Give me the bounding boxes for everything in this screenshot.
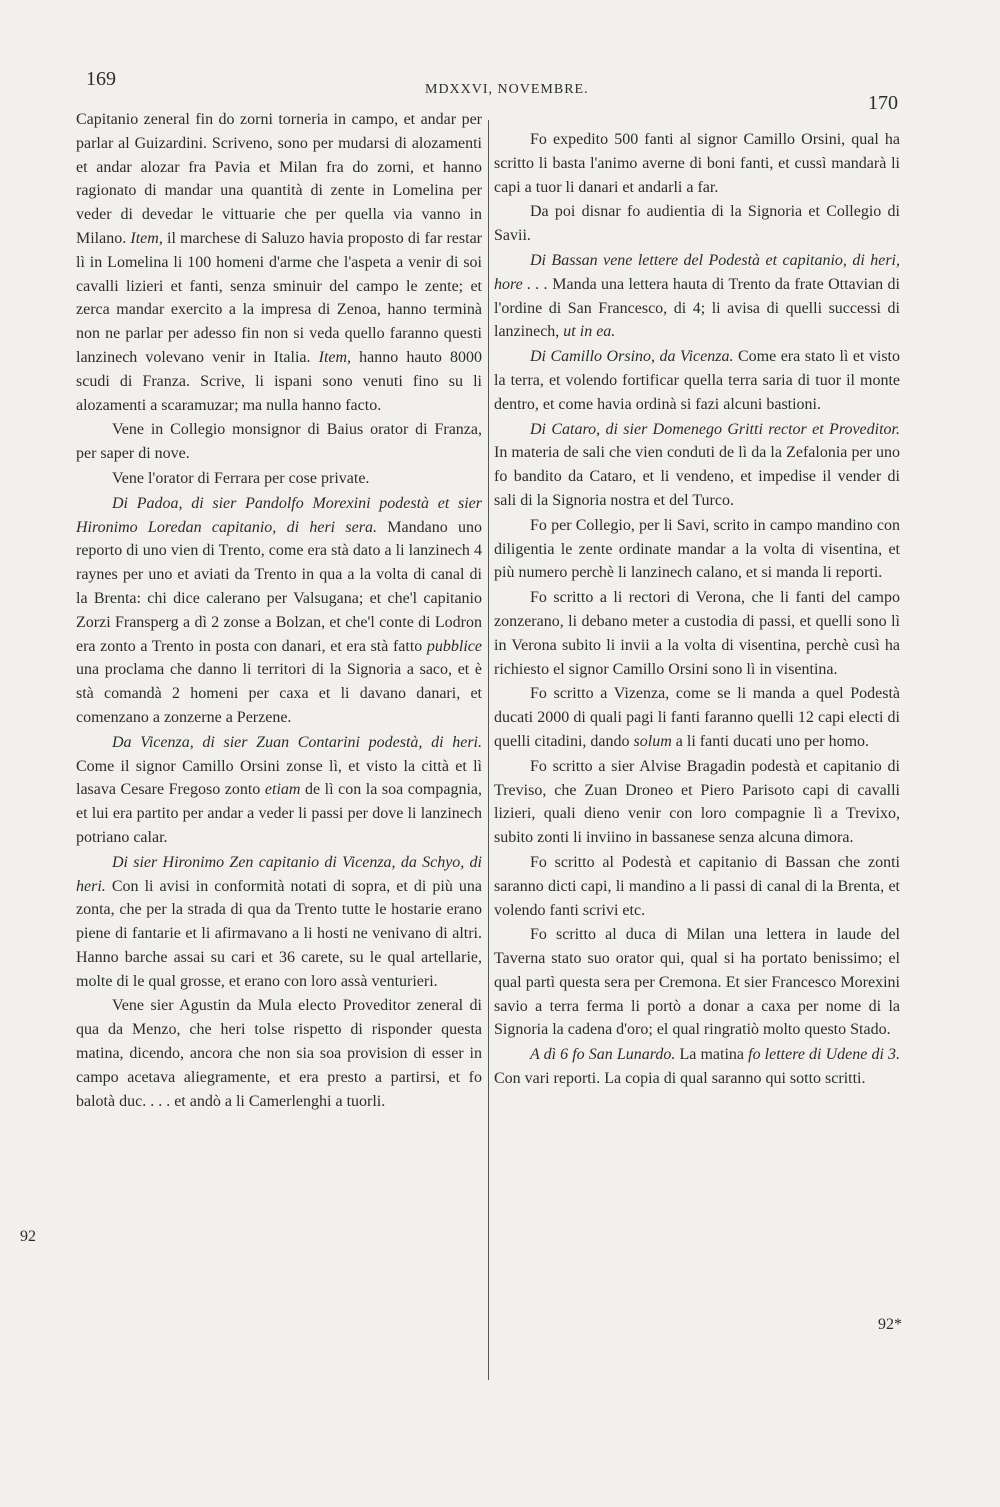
- paragraph: Vene in Collegio monsignor di Baius orator di Franza, per saper di nove.: [76, 421, 482, 463]
- text: Manda una lettera hauta di Trento da frate Ottavian di l'ordine di San Francesco, di 4; li avisa di quelli successi di lanzinech,: [494, 275, 900, 341]
- paragraph: Fo scritto al duca di Milan una lettera in laude del Taverna stato suo orator qui, qual si ha portato benissimo; el qual partì questa sera per Cremona. Et sier Francesco Morexini savio a terra ferma li portò a donar a caxa per nome di la Signoria la cadena d'oro; el qual ringratiò molto questo Stado.: [494, 926, 900, 1039]
- paragraph: [494, 418, 900, 513]
- text: il marchese di Saluzo havia proposto di far restar lì in Lomelina li 100 homeni d'arme che l'aspeta a venir di soi cavalli lizieri et fanti, senza sminuir del campo le zente; et zerca mandar exercito a la impresa di Zenoa, hanno terminà non ne parlar per adesso fin non si veda quello faranno questi lanzinech volevano venir in Italia.: [76, 229, 483, 366]
- text: La matina: [675, 1046, 749, 1064]
- text: a li fanti ducati uno per homo.: [671, 732, 870, 750]
- text: Capitanio zeneral fin do zorni torneria in campo, et andar per parlar al Guizardini. Scriveno, sono per mudarsi di alozamenti et andar alozar fra Pavia et Milan fra do zorni, et hanno ragionato di mandar una quantità di zente in Lomelina per veder di devedar le vittuarie che per quella via vanno in Milano.: [76, 111, 482, 247]
- italic-text: Item,: [318, 348, 352, 366]
- paragraph: Fo scritto a li rectori di Verona, che li fanti del campo zonzerano, li debano meter a custodia di passi, et quelli sono lì in Verona subito li invii a la volta di visentina, perchè cusì ha richiesto el signor Camillo Orsini sono lì in visentina.: [494, 589, 900, 678]
- text: hanno hauto 8000 scudi di Franza. Scrive, li ispani sono venuti fino su li alozamenti a scaramuzar; ma nulla hanno facto.: [76, 348, 482, 414]
- text: Come era stato lì et visto la terra, et volendo fortificar quella terra saria di tuor il monte dentro, et come havia ordinà si fazi alcuni bastioni.: [494, 348, 900, 413]
- letter-heading: A dì 6 fo San Lunardo.: [530, 1046, 676, 1064]
- italic-text: pubblice: [426, 637, 482, 655]
- paragraph: Vene l'orator di Ferrara per cose private.: [112, 469, 370, 487]
- paragraph: [494, 1043, 900, 1091]
- text: Come il signor Camillo Orsini zonse lì, et visto la città et lì lasava Cesare Fregoso zonto: [76, 757, 482, 799]
- paragraph: [494, 345, 900, 416]
- letter-heading: Di sier Hironimo Zen capitanio di Vicenza, da Schyo, di heri.: [76, 853, 482, 895]
- right-column: [494, 128, 900, 1091]
- paragraph: Fo per Collegio, per li Savi, scrito in campo mandino con diligentia le zente ordinate mandar a la volta di visentina, et più numero perchè li lanzinech calano, et si manda li reporti.: [494, 516, 900, 582]
- paragraph: Da poi disnar fo audientia di la Signoria et Collegio di Savii.: [494, 203, 900, 245]
- page-number-left: 169: [86, 68, 116, 90]
- paragraph: Fo scritto al Podestà et capitanio di Bassan che zonti saranno dicti capi, li mandino a li passi di canal di la Brenta, et volendo fanti scrivi etc.: [494, 853, 900, 919]
- text: Fo scritto a Vizenza, come se li manda a quel Podestà ducati 2000 di quali pagi li fanti faranno quelli 12 capi electi di quelli citadini, dando: [494, 685, 900, 750]
- italic-text: solum: [633, 732, 672, 750]
- text: In materia de sali che vien conduti de lì da la Zefalonia per uno fo bandito da Cataro, et li vendeno, et impedise il vender di sali di la Signoria nostra et del Turco.: [494, 444, 900, 509]
- margin-number-right: 92*: [878, 1316, 902, 1333]
- italic-text: etiam: [264, 781, 301, 799]
- paragraph: [76, 851, 482, 994]
- running-title: MDXXVI, NOVEMBRE.: [425, 82, 589, 97]
- margin-number-left: 92: [20, 1228, 36, 1245]
- paragraph: Fo scritto a sier Alvise Bragadin podestà et capitanio di Treviso, che Zuan Droneo et Piero Parisoto capi di cavalli lizieri, quali dieno venir con loro compagnie lì a Trevixo, subito zonti li inviino in bassanese senza alcuna dimora.: [494, 757, 900, 847]
- italic-text: Item,: [130, 229, 163, 247]
- letter-heading: Da Vicenza, di sier Zuan Contarini podestà, di heri.: [112, 733, 482, 751]
- text: Con vari reporti. La copia di qual saranno qui sotto scritti.: [494, 1070, 866, 1088]
- italic-text: fo lettere di Udene di 3.: [748, 1046, 900, 1064]
- paragraph: [494, 682, 900, 753]
- paragraph: [494, 249, 900, 344]
- letter-heading: Di Camillo Orsino, da Vicenza.: [530, 348, 734, 366]
- letter-heading: Di Cataro, di sier Domenego Gritti rector et Proveditor.: [530, 420, 900, 438]
- paragraph: [76, 731, 482, 850]
- column-divider: [488, 120, 489, 1380]
- paragraph: Vene sier Agustin da Mula electo Proveditor zeneral di qua da Menzo, che heri tolse rispetto di risponder questa matina, dicendo, ancora che non sia soa provision di esser in campo acetava aliegramente, et era presto a partirsi, et fo balotà duc. . . . et andò a li Camerlenghi a tuorli.: [76, 997, 482, 1110]
- paragraph: [76, 492, 482, 730]
- text: Mandano uno reporto di uno vien di Trento, come era stà dato a li lanzinech 4 raynes per uno et aviati da Trento in qua a la volta di canal di la Brenta: chi dice calerano per Valsugana; et che'l capitanio Zorzi Fransperg a dì 2 zonse a Bolzan, et che'l conte di Lodron era zonto a Trento in posta con danari, et era stà fatto: [76, 518, 482, 655]
- left-column: [76, 108, 482, 1113]
- italic-text: ut in ea.: [563, 323, 616, 341]
- letter-heading: Di Padoa, di sier Pandolfo Morexini podestà et sier Hironimo Loredan capitanio, di heri sera.: [76, 494, 482, 536]
- paragraph: [76, 108, 482, 417]
- text: una proclama che danno li territori di la Signoria a saco, et è stà comandà 2 homeni per caxa et li davano danari, et comenzano a zonzerne a Perzene.: [76, 661, 482, 726]
- page-number-right: 170: [868, 92, 898, 114]
- text: Con li avisi in conformità notati di sopra, et di più una zonta, che per la strada di qua da Trento tutte le hostarie erano piene di fantarie et li afirmavano a li hosti ne venivano di altri. Hanno barche assai su cari et 36 carete, su le qual artellarie, molte di le qual grosse, et erano con loro assà venturieri.: [76, 877, 482, 990]
- paragraph: Fo expedito 500 fanti al signor Camillo Orsini, qual ha scritto li basta l'animo averne di boni fanti, et cussì mandarà li capi a tuor li danari et andarli a far.: [494, 131, 900, 196]
- text: de lì con la soa compagnia, et lui era partito per andar a veder li passi per dove li lanzinech potriano calar.: [76, 781, 483, 846]
- letter-heading: Di Bassan vene lettere del Podestà et capitanio, di heri, hore . . .: [494, 251, 900, 293]
